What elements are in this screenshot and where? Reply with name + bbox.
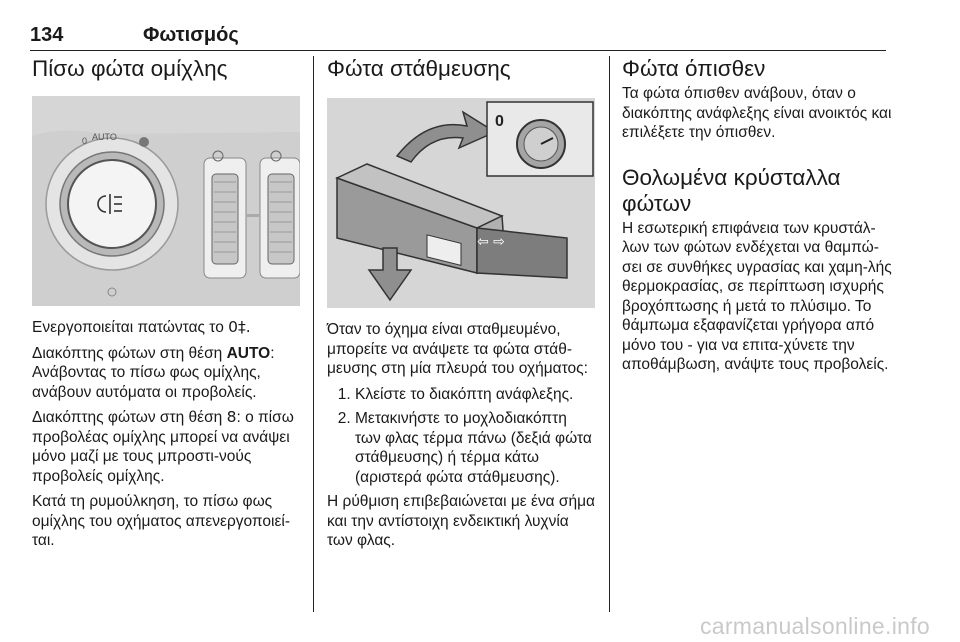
heading-parking-lights: Φώτα στάθμευσης (327, 56, 511, 81)
column-reverse-lights (622, 56, 892, 375)
paragraph: Όταν το όχημα είναι σταθμευμένο, μπορείτε να ανάψετε τα φώτα στάθ-μευσης στη μία πλευρά του οχήματος: (327, 321, 588, 377)
auto-label: AUTO (92, 132, 117, 142)
figure-light-switch (32, 96, 300, 306)
section-title: Φωτισμός (143, 24, 239, 46)
paragraph: Η ρύθμιση επιβεβαιώνεται με ένα σήμα και την αντίστοιχη ενδεικτική λυχνία των φλας. (327, 493, 596, 549)
svg-text:⇦ ⇨: ⇦ ⇨ (477, 234, 505, 250)
column-divider (609, 56, 610, 612)
heading-misted-lenses: Θολωμένα κρύσταλλα φώτων (622, 164, 841, 216)
svg-text:0: 0 (82, 136, 88, 146)
list-item: 1. Κλείστε το διακόπτη ανάφλεξης. (355, 385, 595, 405)
paragraph: Τα φώτα όπισθεν ανάβουν, όταν ο διακόπτης ανάφλεξης είναι ανοικτός και επιλέξετε την όπισθεν. (622, 85, 892, 141)
page-number: 134 (30, 24, 64, 46)
fog-light-symbol: 8 (226, 408, 237, 426)
watermark: carmanualsonline.info (699, 613, 930, 639)
paragraph: Η εσωτερική επιφάνεια των κρυστάλ-λων των φώτων ενδέχεται να θαμπώ-σει σε συνθήκες υγρασίας και χαμη-λής θερμοκρασίας, σε περίπτωση ισχυρής βροχόπτωσης ή μετά το πλύσιμο. Το θάμπωμα εξαφανίζεται γρήγορα από μόνο του - για να επιτα-χύνετε την αποθάμβωση, ανάψτε τους προβολείς. (622, 219, 892, 373)
paragraph: Κατά τη ρυμούλκηση, το πίσω φως ομίχλης του οχήματος απενεργοποιεί-ται. (32, 493, 290, 549)
paragraph: Ενεργοποιείται πατώντας το 0‡. (32, 318, 251, 336)
heading-reverse-lights: Φώτα όπισθεν (622, 56, 766, 81)
column-rear-fog (32, 56, 300, 551)
steps-list (327, 385, 595, 488)
column-parking-lights (327, 56, 595, 551)
figure-indicator-stalk (327, 98, 595, 308)
heading-rear-fog: Πίσω φώτα ομίχλης (32, 56, 228, 81)
rear-fog-symbol: 0‡. (228, 318, 251, 336)
light-switch-illustration (32, 96, 300, 306)
inset-label: 0 (495, 113, 504, 130)
column-divider (313, 56, 314, 612)
paragraph: Διακόπτης φώτων στη θέση AUTO: Ανάβοντας το πίσω φως ομίχλης, ανάβουν αυτόματα οι προβολείς. (32, 344, 275, 401)
list-item: 2. Μετακινήστε το μοχλοδιακόπτη των φλας τέρμα πάνω (δεξιά φώτα στάθμευσης) ή τέρμα κάτω (αριστερά φώτα στάθμευσης). (355, 409, 595, 487)
page-header (30, 20, 886, 51)
stalk-illustration (327, 98, 595, 308)
paragraph: Διακόπτης φώτων στη θέση 8: ο πίσω προβολέας ομίχλης μπορεί να ανάψει μόνο μαζί με τους μπροστι-νούς προβολείς ομίχλης. (32, 408, 294, 485)
